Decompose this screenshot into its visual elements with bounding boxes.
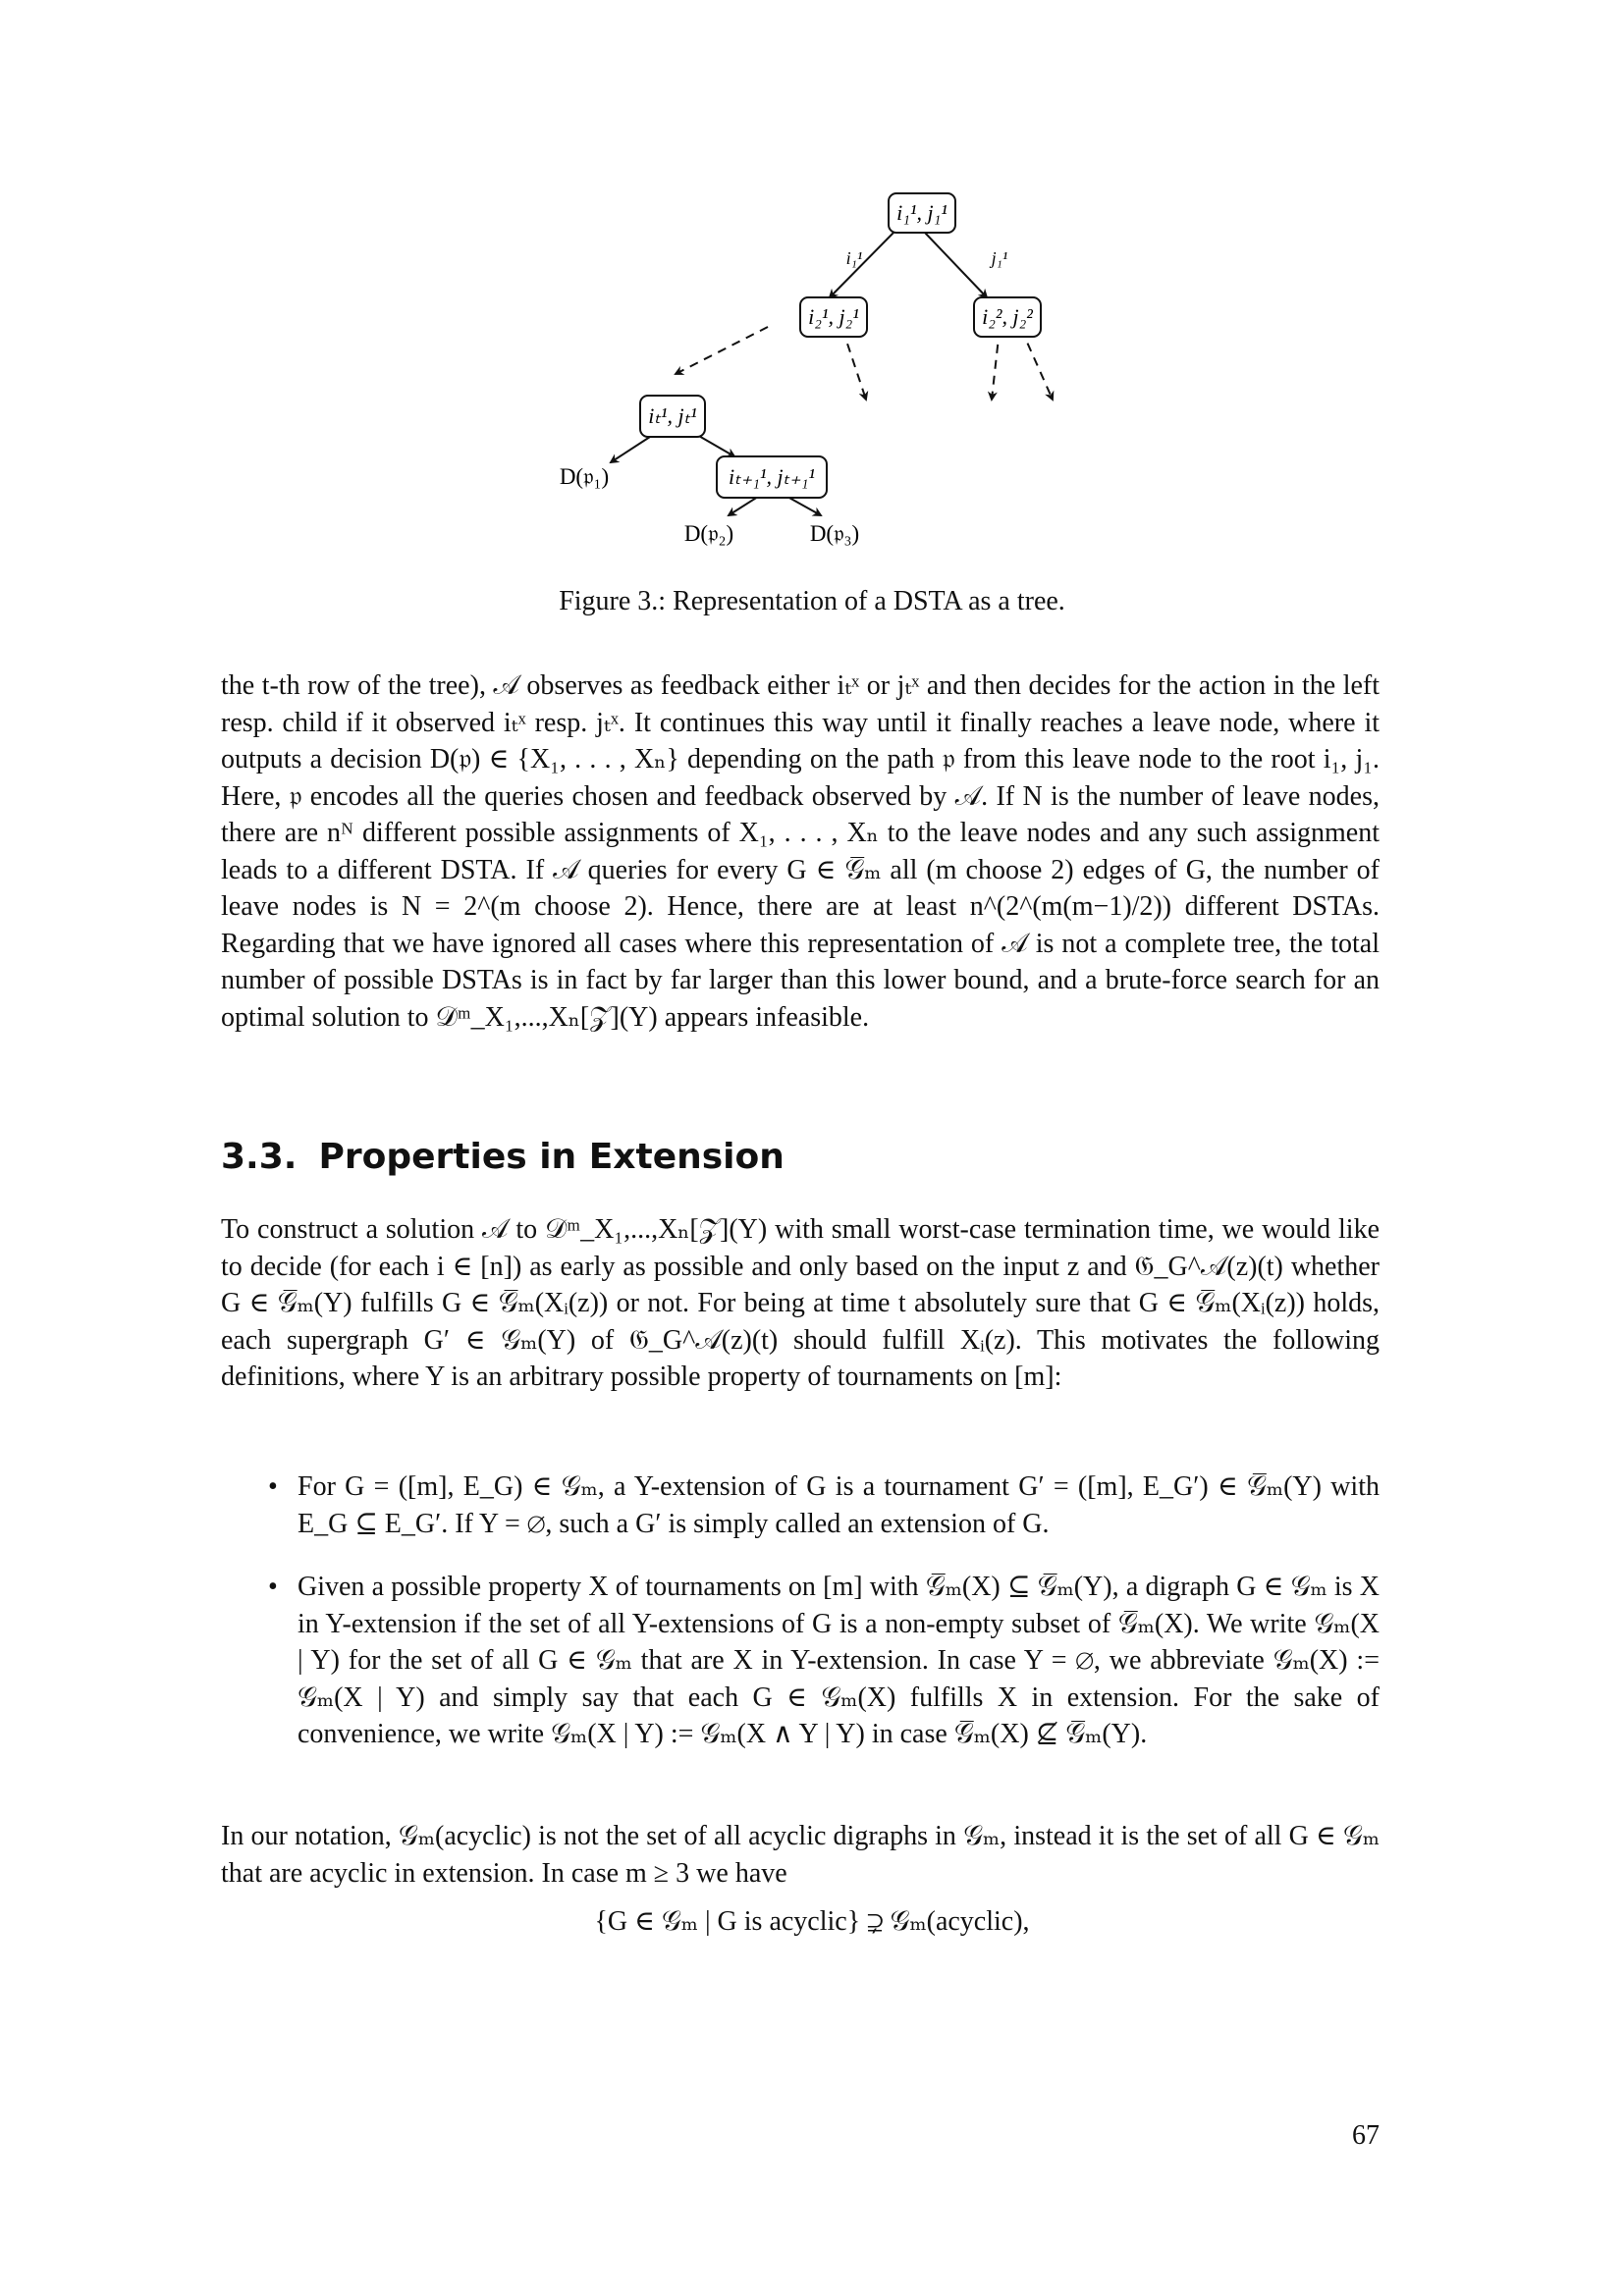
node-left: i₂¹, j₂¹	[808, 304, 859, 329]
edge-left-t	[676, 327, 768, 374]
edge-right-down-left	[992, 329, 1000, 400]
edge-t1-p2	[729, 497, 758, 515]
paragraph-text: To construct a solution 𝒜 to 𝒟ᵐ_X₁,...,Xₙ[𝒵](Y) with small worst-case termination time, we would like to decide (for each i ∈ [n]) as early as possible and only based on the input z and 𝔊_G^𝒜(z)(t) whether G ∈ 𝒢̅ₘ(Y) fulfills G ∈ 𝒢̅ₘ(Xᵢ(z)) or not. For being at time t absolutely sure that G ∈ 𝒢̅ₘ(Xᵢ(z)) holds, each supergraph G′ ∈ 𝒢ₘ(Y) of 𝔊_G^𝒜(z)(t) should fulfill Xᵢ(z). This motivates the following definitions, where Y is an arbitrary possible property of tournaments on [m]:	[221, 1214, 1380, 1392]
edge-label-left: i₁¹	[845, 248, 863, 268]
definition-list-item-2	[221, 1569, 1380, 1753]
section-heading	[221, 1137, 785, 1177]
leaf-p1: D(𝔭₁)	[559, 464, 610, 489]
display-equation: {G ∈ 𝒢ₘ | G is acyclic} ⊋ 𝒢ₘ(acyclic),	[594, 1906, 1030, 1937]
leaf-p2: D(𝔭₂)	[683, 521, 734, 546]
node-root: i₁¹, j₁¹	[896, 200, 947, 225]
edge-label-right: j₁¹	[991, 248, 1008, 268]
dsta-tree-figure	[530, 182, 1119, 564]
paragraph-text: the t-th row of the tree), 𝒜 observes as feedback either iₜˣ or jₜˣ and then decides for the action in the left resp. child if it observed iₜˣ resp. jₜˣ. It continues this way until it finally reaches a leave node, where it outputs a decision D(𝔭) ∈ {X₁, . . . , Xₙ} depending on the path 𝔭 from this leave node to the root i₁, j₁. Here, 𝔭 encodes all the queries chosen and feedback observed by 𝒜. If N is the number of leave nodes, there are nᴺ different possible assignments of X₁, . . . , Xₙ to the leave nodes and any such assignment leads to a different DSTA. If 𝒜 queries for every G ∈ 𝒢̅ₘ all (m choose 2) edges of G, the number of leave nodes is N = 2^(m choose 2). Hence, there are at least n^(2^(m(m−1)/2)) different DSTAs. Regarding that we have ignored all cases where this representation of 𝒜 is not a complete tree, the total number of possible DSTAs is in fact by far larger than this lower bound, and a brute-force search for an optimal solution to 𝒟ᵐ_X₁,...,Xₙ[𝒵](Y) appears infeasible.	[221, 670, 1380, 1033]
edge-t1-p3	[787, 497, 821, 515]
definition-list-item-1	[221, 1468, 1380, 1542]
page-number: 67	[1352, 2120, 1380, 2151]
node-right: i₂², j₂²	[982, 304, 1033, 329]
edge-root-right	[925, 233, 987, 297]
node-t: iₜ¹, jₜ¹	[648, 403, 697, 428]
list-item-text: Given a possible property X of tournaments on [m] with 𝒢̅ₘ(X) ⊆ 𝒢̅ₘ(Y), a digraph G ∈ 𝒢ₘ is X in Y-extension if the set of all Y-extensions of G is a non-empty subset of 𝒢̅ₘ(X). We write 𝒢ₘ(X | Y) for the set of all G ∈ 𝒢ₘ that are X in Y-extension. In case Y = ∅, we abbreviate 𝒢ₘ(X) := 𝒢ₘ(X | Y) and simply say that each G ∈ 𝒢ₘ(X) fulfills X in extension. For the sake of convenience, we write 𝒢ₘ(X | Y) := 𝒢ₘ(X ∧ Y | Y) in case 𝒢̅ₘ(X) ⊈ 𝒢̅ₘ(Y).	[298, 1572, 1380, 1749]
list-item	[221, 1569, 1380, 1753]
bullet-icon: •	[268, 1471, 278, 1502]
edge-right-down-right	[1021, 329, 1053, 400]
paragraph-dsta-count	[221, 667, 1380, 1036]
section-title: Properties in Extension	[318, 1137, 785, 1177]
edge-t-p1	[611, 437, 650, 462]
edge-left-down	[842, 329, 866, 400]
section-number: 3.3.	[221, 1137, 298, 1177]
figure-caption: Figure 3.: Representation of a DSTA as a tree.	[559, 586, 1065, 616]
bullet-icon: •	[268, 1572, 278, 1602]
paragraph-text: In our notation, 𝒢ₘ(acyclic) is not the set of all acyclic digraphs in 𝒢ₘ, instead it is the set of all G ∈ 𝒢ₘ that are acyclic in extension. In case m ≥ 3 we have	[221, 1821, 1380, 1889]
list-item	[221, 1468, 1380, 1542]
list-item-text: For G = ([m], E_G) ∈ 𝒢ₘ, a Y-extension of G is a tournament G′ = ([m], E_G′) ∈ 𝒢̅ₘ(Y) with E_G ⊆ E_G′. If Y = ∅, such a G′ is simply called an extension of G.	[298, 1471, 1380, 1539]
paragraph-notation	[221, 1818, 1380, 1892]
edge-t-t1	[697, 435, 734, 456]
paragraph-construct-solution	[221, 1211, 1380, 1396]
node-t1: iₜ₊₁¹, jₜ₊₁¹	[729, 464, 815, 489]
leaf-p3: D(𝔭₃)	[809, 521, 860, 546]
